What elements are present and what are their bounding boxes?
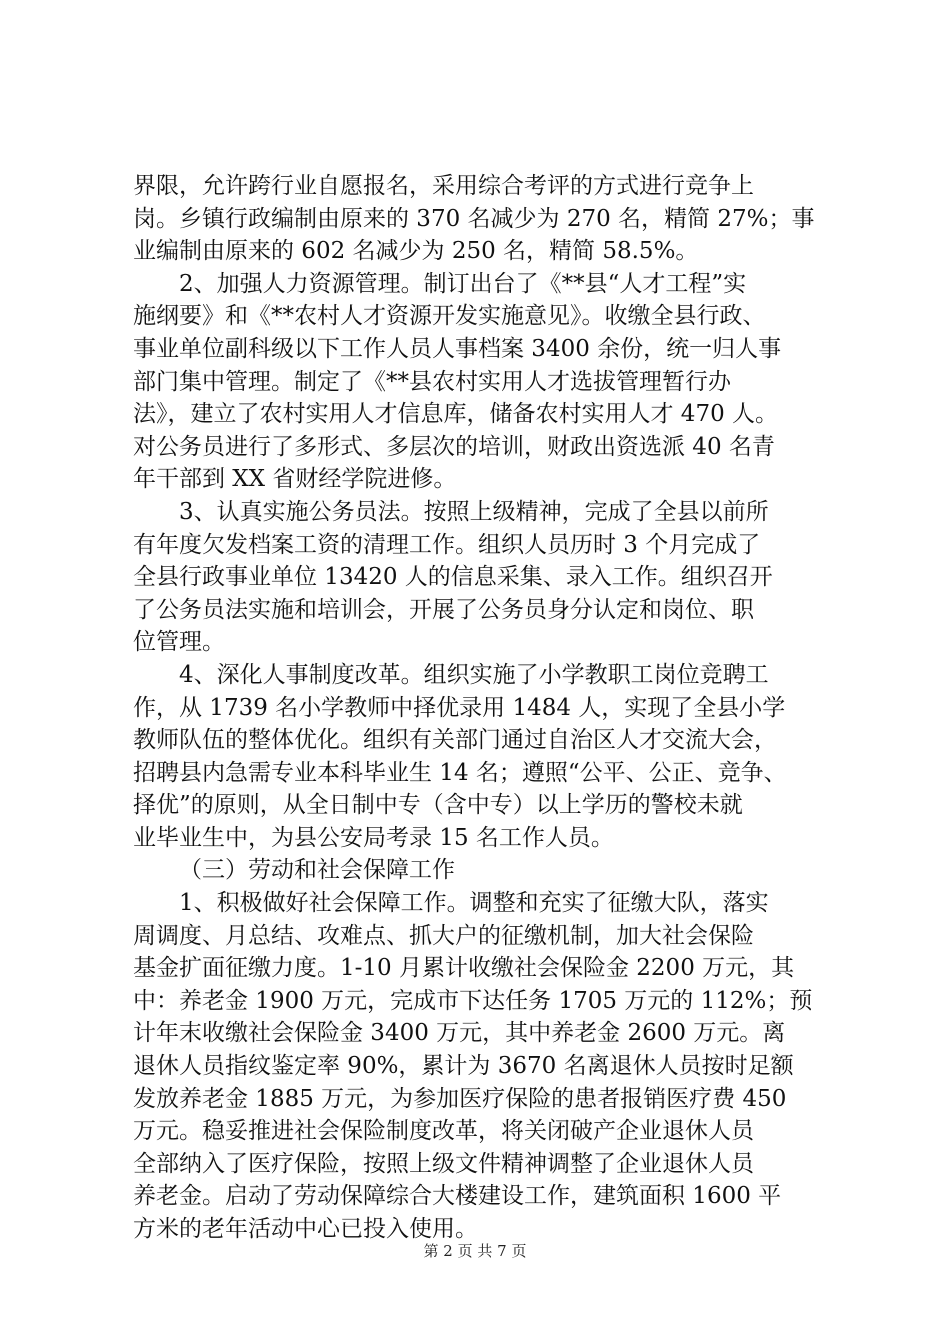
text-line: 年干部到 XX 省财经学院进修。 <box>133 466 457 493</box>
text-line: 2、加强人力资源管理。制订出台了《**县“人才工程”实 <box>179 270 747 297</box>
text-line: 业毕业生中，为县公安局考录 15 名工作人员。 <box>133 824 614 851</box>
text-line: 业编制由原来的 602 名减少为 250 名，精简 58.5%。 <box>133 238 699 265</box>
text-line: 界限，允许跨行业自愿报名，采用综合考评的方式进行竞争上 <box>133 173 754 199</box>
text-line: 岗。乡镇行政编制由原来的 370 名减少为 270 名，精简 27%；事 <box>133 205 815 232</box>
text-line: 中：养老金 1900 万元，完成市下达任务 1705 万元的 112%；预 <box>133 987 813 1014</box>
text-line: 招聘县内急需专业本科毕业生 14 名；遵照“公平、公正、竞争、 <box>133 759 787 786</box>
text-line: 全部纳入了医疗保险，按照上级文件精神调整了企业退休人员 <box>133 1150 754 1177</box>
text-line: 3、认真实施公务员法。按照上级精神，完成了全县以前所 <box>179 498 769 525</box>
text-line: 教师队伍的整体优化。组织有关部门通过自治区人才交流大会， <box>133 727 777 754</box>
text-line: 1、积极做好社会保障工作。调整和充实了征缴大队，落实 <box>179 890 769 917</box>
text-line: 施纲要》和《**农村人才资源开发实施意见》。收缴全县行政、 <box>133 303 766 330</box>
text-line: 事业单位副科级以下工作人员人事档案 3400 余份，统一归人事 <box>133 335 782 362</box>
text-line: 全县行政事业单位 13420 人的信息采集、录入工作。组织召开 <box>133 564 773 591</box>
text-line: （三）劳动和社会保障工作 <box>179 857 455 884</box>
text-line: 计年末收缴社会保险金 3400 万元，其中养老金 2600 万元。离 <box>133 1020 786 1047</box>
text-line: 法》，建立了农村实用人才信息库，储备农村实用人才 470 人。 <box>133 401 779 428</box>
text-line: 发放养老金 1885 万元，为参加医疗保险的患者报销医疗费 450 <box>133 1085 787 1112</box>
text-line: 对公务员进行了多形式、多层次的培训，财政出资选派 40 名青 <box>133 433 775 460</box>
text-line: 部门集中管理。制定了《**县农村实用人才选拔管理暂行办 <box>133 368 731 395</box>
page-footer: 第 2 页 共 7 页 <box>423 1242 527 1260</box>
text-line: 方米的老年活动中心已投入使用。 <box>133 1216 478 1242</box>
text-line: 万元。稳妥推进社会保险制度改革，将关闭破产企业退休人员 <box>133 1118 754 1145</box>
text-line: 养老金。启动了劳动保障综合大楼建设工作，建筑面积 1600 平 <box>133 1183 782 1210</box>
text-line: 有年度欠发档案工资的清理工作。组织人员历时 3 个月完成了 <box>133 531 761 558</box>
text-line: 位管理。 <box>133 629 225 656</box>
document-body <box>133 170 853 1246</box>
text-line: 了公务员法实施和培训会，开展了公务员身分认定和岗位、职 <box>133 596 754 623</box>
text-line: 作，从 1739 名小学教师中择优录用 1484 人，实现了全县小学 <box>133 694 786 721</box>
text-line: 退休人员指纹鉴定率 90%，累计为 3670 名离退休人员按时足额 <box>133 1053 794 1080</box>
text-line: 周调度、月总结、攻难点、抓大户的征缴机制，加大社会保险 <box>133 922 754 949</box>
text-line: 择优”的原则，从全日制中专（含中专）以上学历的警校未就 <box>133 792 743 819</box>
text-line: 基金扩面征缴力度。1-10 月累计收缴社会保险金 2200 万元，其 <box>133 955 795 982</box>
text-line: 4、深化人事制度改革。组织实施了小学教职工岗位竞聘工 <box>179 661 769 688</box>
